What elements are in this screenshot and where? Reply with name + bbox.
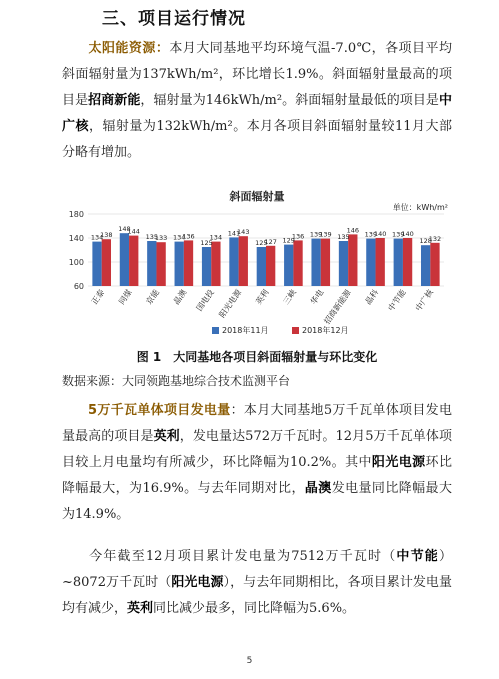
- bar-dec: [184, 240, 193, 286]
- power-text-1: ：本月大同基地5万千瓦单体项目发电量最高的项目是: [62, 403, 453, 444]
- bar-value-label: 139: [319, 230, 332, 239]
- bar-value-label: 136: [291, 232, 305, 241]
- bar-value-label: 139: [309, 230, 323, 239]
- power-text-2: ，发电量达572万千瓦时。12月5万千瓦单体项目较上月电量均有所减少，环比降幅为10.2%。其中: [62, 429, 452, 470]
- legend-label: 2018年12月: [302, 326, 349, 335]
- x-tick-label: 京能: [144, 287, 162, 307]
- legend-swatch: [292, 327, 299, 334]
- bar-value-label: 133: [154, 234, 168, 243]
- y-tick-label: 140: [68, 234, 84, 243]
- x-tick-label: 中节能: [386, 287, 408, 313]
- power-lead: 5万千瓦单体项目发电量: [88, 403, 231, 418]
- bar-dec: [376, 238, 385, 286]
- bar-nov: [284, 245, 293, 286]
- bar-value-label: 148: [118, 225, 131, 234]
- cumulative-paragraph: [62, 544, 452, 622]
- bar-dec: [102, 239, 111, 286]
- bar-dec: [403, 238, 412, 286]
- bar-nov: [92, 242, 101, 286]
- bar-dec: [156, 242, 165, 286]
- power-text-4: 发电量同比降幅最大为14.9%。: [62, 481, 452, 522]
- x-tick-label: 华电: [308, 287, 326, 307]
- bar-value-label: 135: [145, 233, 159, 241]
- bar-nov: [366, 239, 375, 286]
- legend-swatch: [212, 327, 219, 334]
- power-paragraph: [62, 398, 452, 528]
- bar-value-label: 143: [237, 228, 250, 237]
- bar-nov: [120, 233, 129, 286]
- chart-unit-label: 单位：kWh/m²: [392, 203, 448, 212]
- bar-value-label: 136: [182, 232, 195, 241]
- y-tick-label: 100: [68, 258, 84, 267]
- bar-value-label: 139: [392, 230, 405, 239]
- cumulative-highlight-3: 英利: [127, 601, 154, 616]
- bar-value-label: 127: [264, 237, 277, 246]
- cumulative-highlight-2: 阳光电源: [171, 575, 224, 590]
- bar-nov: [421, 245, 430, 286]
- bar-nov: [394, 239, 403, 286]
- cumulative-highlight-1: 中节能: [396, 549, 439, 564]
- power-highlight-2: 阳光电源: [371, 455, 426, 470]
- solar-text-2: ，辐射量为146kWh/m²。斜面辐射量最低的项目是: [140, 93, 439, 108]
- bar-value-label: 132: [428, 234, 442, 243]
- radiation-chart: [62, 186, 452, 346]
- bar-dec: [211, 242, 220, 286]
- bar-nov: [175, 242, 184, 286]
- x-tick-label: 三峡: [281, 287, 299, 307]
- x-tick-label: 国电投: [194, 287, 216, 313]
- solar-text-1: 本月大同基地平均环境气温-7.0℃，各项目平均斜面辐射量为137kWh/m²，环比增长1.9%。斜面辐射量最高的项目是: [62, 41, 452, 108]
- solar-highlight-min: 中广核: [62, 93, 452, 134]
- bar-value-label: 146: [346, 226, 360, 235]
- bar-nov: [339, 241, 348, 286]
- bar-dec: [129, 236, 138, 286]
- bar-dec: [266, 246, 275, 286]
- bar-value-label: 125: [200, 239, 213, 247]
- x-tick-label: 英利: [254, 287, 271, 307]
- x-tick-label: 阳光电源: [217, 287, 244, 320]
- y-tick-label: 180: [68, 210, 84, 219]
- bar-value-label: 141: [227, 229, 241, 238]
- cumulative-text-1: 今年截至12月项目累计发电量为7512万千瓦时（: [88, 549, 397, 564]
- power-text-3: 环比降幅最大，为16.9%。与去年同期对比，: [62, 455, 452, 496]
- cumulative-text-4: 同比减少最多，同比降幅为5.6%。: [153, 601, 356, 616]
- chart-title: 斜面辐射量: [229, 190, 285, 203]
- bar-dec: [321, 239, 330, 286]
- bar-value-label: 134: [90, 233, 104, 242]
- x-tick-label: 同煤: [117, 287, 134, 307]
- power-highlight-3: 晶澳: [304, 481, 332, 496]
- solar-text-3: ，辐射量为132kWh/m²。本月各项目斜面辐射量较11月大部分略有增加。: [62, 119, 452, 160]
- bar-value-label: 134: [209, 233, 223, 242]
- bar-dec: [430, 243, 439, 286]
- data-source: 数据来源：大同领跑基地综合技术监测平台: [62, 374, 291, 388]
- bar-dec: [348, 234, 357, 286]
- bar-nov: [311, 239, 320, 286]
- section-title: 三、项目运行情况: [102, 9, 246, 29]
- cumulative-text-2: ）~8072万千瓦时（: [62, 549, 452, 590]
- bar-value-label: 140: [401, 230, 414, 238]
- bar-nov: [229, 237, 238, 286]
- bar-value-label: 135: [337, 233, 350, 241]
- radiation-chart-svg: [62, 186, 452, 346]
- bar-value-label: 144: [127, 227, 140, 236]
- x-tick-label: 中广核: [413, 287, 435, 313]
- bar-value-label: 125: [255, 239, 268, 247]
- solar-lead: 太阳能资源：: [88, 41, 170, 56]
- x-tick-label: 晶科: [363, 287, 381, 307]
- solar-highlight-max: 招商新能: [88, 93, 141, 108]
- bar-value-label: 138: [100, 231, 113, 240]
- figure-caption: 图 1 大同基地各项目斜面辐射量与环比变化: [136, 350, 378, 364]
- x-tick-label: 招商新能源: [322, 287, 353, 326]
- x-tick-label: 正泰: [89, 287, 107, 307]
- cumulative-text-3: ），与去年同期相比，各项目累计发电量均有减少，: [62, 575, 452, 616]
- legend-label: 2018年11月: [222, 326, 269, 335]
- bar-nov: [147, 241, 156, 286]
- bar-value-label: 139: [364, 230, 378, 239]
- y-tick-label: 60: [73, 282, 84, 291]
- power-highlight-1: 英利: [153, 429, 180, 444]
- bar-value-label: 128: [419, 237, 432, 246]
- solar-paragraph: [62, 36, 452, 166]
- bar-value-label: 134: [172, 233, 186, 242]
- x-tick-label: 晶澳: [171, 287, 189, 307]
- bar-nov: [202, 247, 211, 286]
- page-number: 5: [246, 656, 253, 666]
- bar-dec: [239, 236, 248, 286]
- bar-value-label: 140: [373, 230, 387, 238]
- bar-nov: [257, 247, 266, 286]
- bar-dec: [293, 240, 302, 286]
- bar-value-label: 129: [282, 236, 295, 245]
